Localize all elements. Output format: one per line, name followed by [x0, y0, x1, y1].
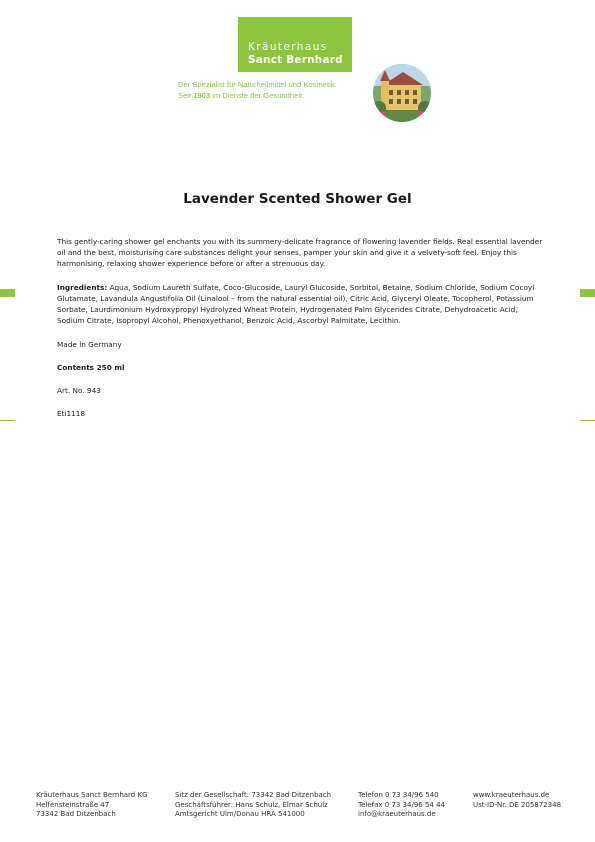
fold-mark-left — [0, 289, 15, 297]
tagline-suffix: im Dienste der Gesundheit. — [210, 90, 305, 100]
tagline-year: 1903 — [193, 90, 211, 100]
footer-fax: Telefax 0 73 34/96 54 44 — [358, 800, 446, 809]
brand-tagline — [178, 80, 378, 101]
fold-mark-right — [580, 289, 595, 297]
punch-mark-left — [0, 420, 15, 421]
footer-managers: Geschäftsführer: Hans Schulz, Elmar Schulz — [175, 800, 328, 809]
ingredients-label: Ingredients: — [57, 283, 108, 292]
product-description: This gently-caring shower gel enchants you with its summery-delicate fragrance of flowering lavender fields. Real essential lavender oil and the best, moisturising care substances delight your senses, pamper your skin and give it a velvety-soft feel. Enjoy this harmonising, relaxing shower experience before or after a strenuous day. — [57, 237, 543, 268]
footer-street: Helfensteinstraße 47 — [36, 800, 110, 809]
label-code: Eti1118 — [57, 409, 86, 418]
logo-name-line1: Kräuterhaus — [248, 41, 328, 53]
contents-text: Contents 250 ml — [57, 363, 125, 372]
footer-vat-id: Ust-ID-Nr. DE 205872348 — [473, 800, 562, 809]
product-title: Lavender Scented Shower Gel — [183, 191, 412, 207]
punch-mark-right — [580, 420, 595, 421]
footer-phone: Telefon 0 73 34/96 540 — [358, 791, 439, 799]
footer-contact — [358, 791, 445, 820]
origin-text: Made in Germany — [57, 340, 122, 349]
brand-logo — [238, 17, 352, 72]
footer-seat: Sitz der Gesellschaft: 73342 Bad Ditzenbach — [175, 791, 332, 799]
ingredients-list: Aqua, Sodium Laureth Sulfate, Coco-Glucoside, Lauryl Glucoside, Sorbitol, Betaine, Sodium Chloride, Sodium Cocoyl Glutamate, Lavandula Angustifolia Oil (Linalool – from the natural essential oil), Citric Acid, Glyceryl Oleate, Tocopherol, Potassium Sorbate, Laurdimonium Hydroxypropyl Hydrolyzed Wheat Protein, Hydrogenated Palm Glycerides Citrate, Dehydroacetic Acid, Sodium Citrate, Isopropyl Alcohol, Phenoxyethanol, Benzoic Acid, Ascorbyl Palmitate, Lecithin. — [57, 283, 535, 325]
footer-email[interactable]: info@kraeuterhaus.de — [358, 810, 436, 819]
tagline-prefix: Seit — [178, 90, 194, 100]
footer-address — [36, 791, 148, 820]
footer-city: 73342 Bad Ditzenbach — [36, 810, 116, 819]
footer-company: Kräuterhaus Sanct Bernhard KG — [36, 791, 148, 799]
ingredients-paragraph — [57, 283, 543, 327]
footer-web — [473, 791, 561, 810]
tagline-line2 — [178, 91, 378, 102]
logo-name-line2: Sanct Bernhard — [248, 54, 343, 66]
footer-legal — [175, 791, 331, 820]
tagline-line1: Der Spezialist für Naturheilmittel und Kosmetik. — [178, 80, 337, 89]
footer-register: Amtsgericht Ulm/Donau HRA 541000 — [175, 810, 305, 819]
building-photo — [373, 64, 431, 122]
article-number: Art. No. 943 — [57, 386, 101, 395]
footer-website[interactable]: www.kraeuterhaus.de — [473, 791, 550, 799]
